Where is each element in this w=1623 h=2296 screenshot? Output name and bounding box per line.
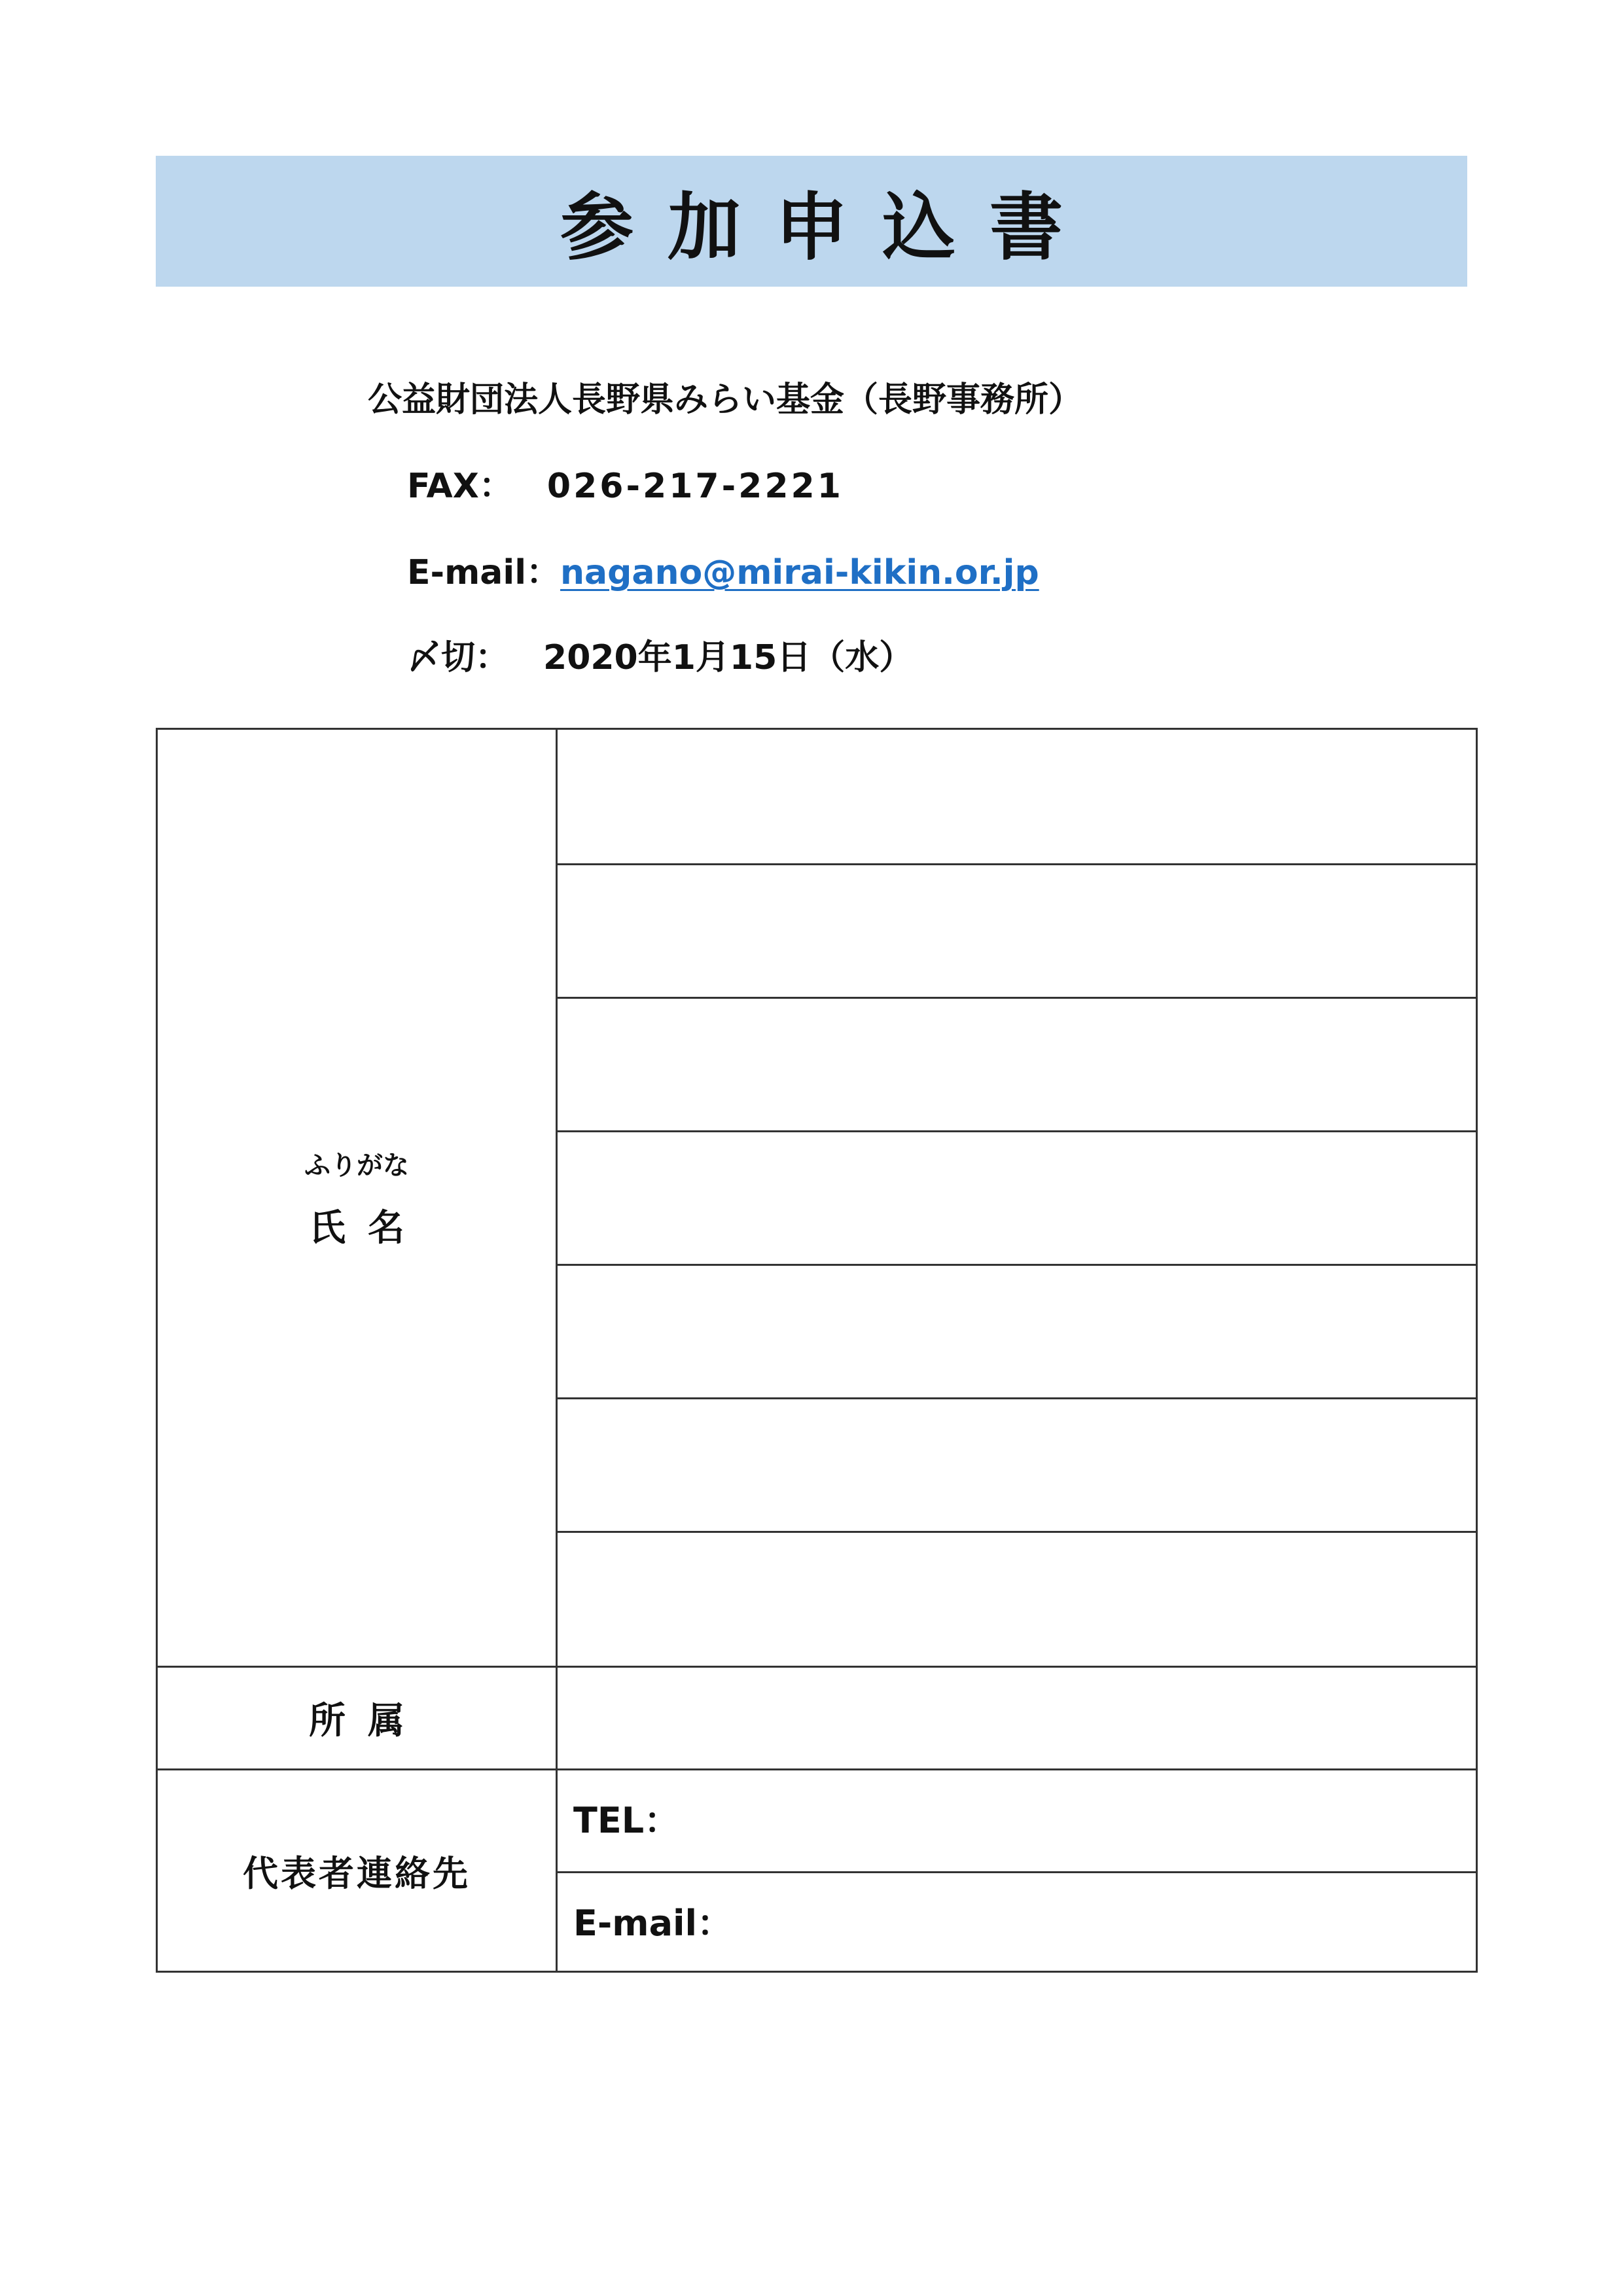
deadline-line <box>407 630 913 679</box>
affiliation-label: 所属 <box>309 1700 427 1742</box>
name-input-row-2[interactable] <box>558 865 1476 997</box>
title-banner <box>156 156 1467 287</box>
name-input-row-5[interactable] <box>558 1266 1476 1397</box>
fax-number: 026-217-2221 <box>546 467 844 506</box>
name-label: 氏名 <box>309 1206 427 1249</box>
contact-email-label: E-mail： <box>573 1903 733 1944</box>
tel-input[interactable] <box>558 1770 1476 1871</box>
email-link[interactable]: nagano@mirai-kikin.or.jp <box>560 553 1039 592</box>
affiliation-input[interactable] <box>558 1668 1476 1768</box>
contact-email-input[interactable] <box>558 1873 1476 1971</box>
organization-name: 公益財団法人長野県みらい基金（長野事務所） <box>368 380 1083 420</box>
name-input-row-4[interactable] <box>558 1132 1476 1264</box>
application-form-table <box>156 728 1478 1973</box>
name-input-row-6[interactable] <box>558 1399 1476 1531</box>
contact-label-cell <box>158 1770 556 1971</box>
name-input-row-7[interactable] <box>558 1533 1476 1666</box>
email-label: E-mail： <box>407 553 561 592</box>
fax-label: FAX： <box>407 467 513 506</box>
deadline-date: 2020年1月15日（水） <box>543 638 914 677</box>
tel-label: TEL： <box>573 1800 680 1841</box>
contact-label: 代表者連絡先 <box>243 1852 471 1894</box>
affiliation-label-cell <box>158 1668 556 1768</box>
deadline-label: 〆切： <box>407 638 510 677</box>
furigana-label: ふりがな <box>304 1150 409 1181</box>
name-input-row-1[interactable] <box>558 730 1476 863</box>
email-line <box>407 545 1039 594</box>
name-label-cell <box>158 730 556 1666</box>
page-title: 参加申込書 <box>560 185 1097 270</box>
name-input-row-3[interactable] <box>558 999 1476 1130</box>
fax-line <box>407 458 844 507</box>
